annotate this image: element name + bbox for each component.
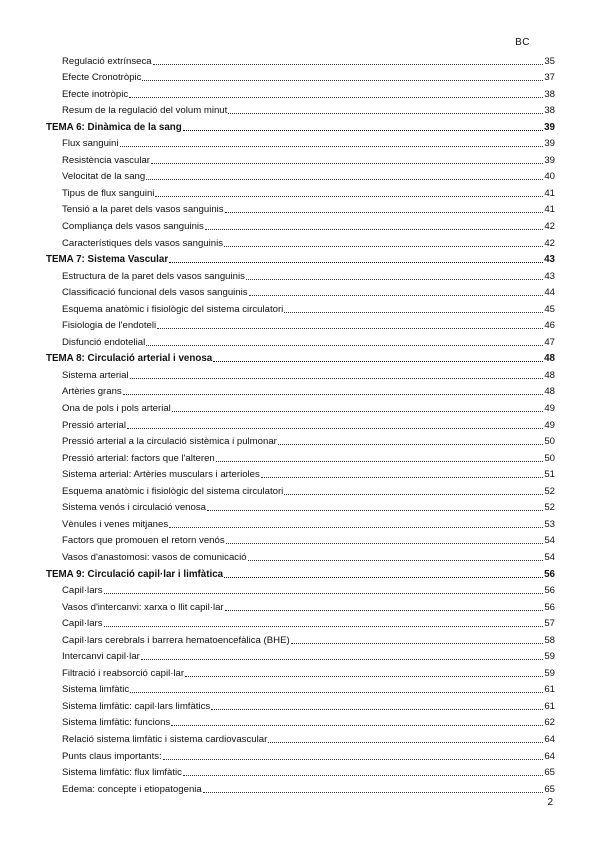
dot-leader	[169, 262, 543, 263]
toc-chapter-entry[interactable]	[46, 250, 555, 267]
toc-entry-title: Sistema limfàtic: funcions	[62, 717, 171, 729]
toc-section-entry[interactable]	[46, 663, 555, 680]
toc-entry-title: Esquema anatòmic i fisiològic del sistema circulatori	[62, 485, 284, 497]
toc-entry-title: Esquema anatòmic i fisiològic del sistema circulatori	[62, 303, 284, 315]
toc-chapter-entry[interactable]	[46, 349, 555, 366]
toc-entry-title: TEMA 9: Circulació capil·lar i limfàtica	[46, 568, 224, 580]
dot-leader	[183, 130, 543, 131]
dot-leader	[146, 345, 543, 346]
toc-section-entry[interactable]	[46, 763, 555, 780]
dot-leader	[226, 543, 544, 544]
toc-chapter-entry[interactable]	[46, 564, 555, 581]
toc-section-entry[interactable]	[46, 382, 555, 399]
toc-entry-title: TEMA 6: Dinàmica de la sang	[46, 121, 182, 133]
toc-entry-title: Sistema limfàtic: capil·lars limfàtics	[62, 700, 211, 712]
toc-entry-page: 37	[544, 72, 555, 84]
toc-entry-page: 56	[544, 601, 555, 613]
toc-entry-page: 61	[544, 684, 555, 696]
table-of-contents	[46, 51, 555, 796]
dot-leader	[268, 742, 543, 743]
dot-leader	[278, 444, 543, 445]
toc-section-entry[interactable]	[46, 68, 555, 85]
toc-section-entry[interactable]	[46, 167, 555, 184]
toc-entry-page: 49	[544, 419, 555, 431]
toc-section-entry[interactable]	[46, 597, 555, 614]
dot-leader	[261, 477, 544, 478]
dot-leader	[284, 494, 543, 495]
dot-leader	[213, 361, 543, 362]
toc-entry-title: Vènules i venes mitjanes	[62, 518, 169, 530]
dot-leader	[163, 759, 544, 760]
toc-section-entry[interactable]	[46, 581, 555, 598]
toc-entry-page: 41	[544, 187, 555, 199]
toc-section-entry[interactable]	[46, 200, 555, 217]
toc-section-entry[interactable]	[46, 729, 555, 746]
dot-leader	[225, 212, 544, 213]
toc-entry-title: Ona de pols i pols arterial	[62, 403, 171, 415]
toc-entry-title: Sistema arterial: Artèries musculars i arterioles	[62, 469, 260, 481]
toc-entry-title: Fisiologia de l'endoteli	[62, 320, 157, 332]
dot-leader	[146, 179, 543, 180]
toc-entry-page: 59	[544, 651, 555, 663]
toc-section-entry[interactable]	[46, 51, 555, 68]
toc-entry-page: 46	[544, 320, 555, 332]
toc-entry-page: 57	[544, 618, 555, 630]
dot-leader	[151, 163, 543, 164]
toc-entry-title: Capil·lars cerebrals i barrera hematoencefàlica (BHE)	[62, 634, 290, 646]
toc-entry-title: TEMA 7: Sistema Vascular	[46, 254, 169, 266]
toc-section-entry[interactable]	[46, 101, 555, 118]
toc-entry-title: Flux sanguini	[62, 138, 119, 150]
toc-entry-title: Velocitat de la sang	[62, 171, 146, 183]
toc-section-entry[interactable]	[46, 498, 555, 515]
toc-entry-title: Filtració i reabsorció capil·lar	[62, 667, 185, 679]
toc-entry-title: Relació sistema limfàtic i sistema cardiovascular	[62, 733, 268, 745]
toc-section-entry[interactable]	[46, 630, 555, 647]
toc-section-entry[interactable]	[46, 547, 555, 564]
toc-entry-title: Sistema limfàtic	[62, 684, 130, 696]
toc-entry-title: Disfunció endotelial	[62, 336, 146, 348]
toc-entry-page: 52	[544, 485, 555, 497]
toc-entry-page: 48	[544, 386, 555, 398]
toc-section-entry[interactable]	[46, 134, 555, 151]
toc-entry-page: 64	[544, 750, 555, 762]
toc-entry-page: 48	[544, 369, 555, 381]
toc-entry-title: Pressió arterial a la circulació sistèmica i pulmonar	[62, 436, 277, 448]
dot-leader	[141, 659, 543, 660]
toc-entry-title: Factors que promouen el retorn venós	[62, 535, 225, 547]
toc-entry-title: Sistema limfàtic: flux limfàtic	[62, 767, 182, 779]
toc-entry-title: Pressió arterial: factors que l'alteren	[62, 452, 215, 464]
toc-entry-page: 54	[544, 551, 555, 563]
toc-entry-title: Sistema arterial	[62, 369, 129, 381]
toc-section-entry[interactable]	[46, 365, 555, 382]
toc-entry-page: 45	[544, 303, 555, 315]
toc-section-entry[interactable]	[46, 647, 555, 664]
toc-entry-title: Tensió a la paret dels vasos sanguinis	[62, 204, 224, 216]
toc-entry-page: 35	[544, 55, 555, 67]
toc-section-entry[interactable]	[46, 746, 555, 763]
toc-section-entry[interactable]	[46, 398, 555, 415]
toc-entry-title: Capil·lars	[62, 618, 103, 630]
toc-entry-page: 41	[544, 204, 555, 216]
dot-leader	[228, 113, 543, 114]
dot-leader	[205, 229, 543, 230]
toc-entry-page: 56	[544, 568, 555, 580]
dot-leader	[129, 97, 543, 98]
toc-entry-title: Característiques dels vasos sanguinis	[62, 237, 224, 249]
toc-entry-page: 56	[544, 585, 555, 597]
dot-leader	[104, 593, 544, 594]
toc-entry-title: Efecte inotròpic	[62, 88, 129, 100]
toc-entry-page: 39	[544, 121, 555, 133]
dot-leader	[216, 461, 544, 462]
toc-entry-page: 43	[544, 270, 555, 282]
toc-entry-title: Efecte Cronotròpic	[62, 72, 142, 84]
toc-entry-page: 49	[544, 403, 555, 415]
toc-section-entry[interactable]	[46, 283, 555, 300]
dot-leader	[120, 146, 544, 147]
dot-leader	[142, 80, 543, 81]
dot-leader	[130, 692, 543, 693]
toc-entry-page: 39	[544, 154, 555, 166]
toc-section-entry[interactable]	[46, 531, 555, 548]
dot-leader	[203, 792, 544, 793]
toc-section-entry[interactable]	[46, 481, 555, 498]
toc-entry-page: 58	[544, 634, 555, 646]
dot-leader	[104, 626, 544, 627]
dot-leader	[171, 725, 543, 726]
toc-section-entry[interactable]	[46, 150, 555, 167]
toc-entry-page: 65	[544, 783, 555, 795]
dot-leader	[185, 676, 543, 677]
toc-entry-page: 59	[544, 667, 555, 679]
toc-entry-page: 42	[544, 237, 555, 249]
toc-entry-title: Artèries grans	[62, 386, 122, 398]
toc-entry-title: Compliança dels vasos sanguinis	[62, 221, 204, 233]
toc-entry-title: Tipus de flux sanguini	[62, 187, 155, 199]
toc-section-entry[interactable]	[46, 680, 555, 697]
toc-section-entry[interactable]	[46, 233, 555, 250]
dot-leader	[172, 411, 544, 412]
dot-leader	[246, 279, 543, 280]
toc-section-entry[interactable]	[46, 266, 555, 283]
toc-entry-page: 50	[544, 452, 555, 464]
dot-leader	[224, 246, 543, 247]
toc-entry-page: 53	[544, 518, 555, 530]
toc-entry-page: 43	[544, 254, 555, 266]
dot-leader	[183, 775, 543, 776]
toc-entry-title: Resistència vascular	[62, 154, 150, 166]
toc-entry-title: Vasos d'intercanvi: xarxa o llit capil·lar	[62, 601, 224, 613]
toc-entry-page: 38	[544, 88, 555, 100]
toc-entry-title: Intercanvi capil·lar	[62, 651, 140, 663]
toc-section-entry[interactable]	[46, 448, 555, 465]
toc-section-entry[interactable]	[46, 299, 555, 316]
dot-leader	[225, 610, 544, 611]
toc-entry-title: Classificació funcional dels vasos sanguinis	[62, 287, 248, 299]
toc-entry-page: 54	[544, 535, 555, 547]
toc-entry-page: 62	[544, 717, 555, 729]
page-number: 2	[547, 797, 553, 808]
toc-section-entry[interactable]	[46, 514, 555, 531]
toc-entry-page: 61	[544, 700, 555, 712]
toc-entry-page: 51	[544, 469, 555, 481]
dot-leader	[211, 709, 543, 710]
toc-entry-page: 48	[544, 353, 555, 365]
toc-entry-title: Sistema venós i circulació venosa	[62, 502, 206, 514]
toc-section-entry[interactable]	[46, 432, 555, 449]
toc-entry-title: TEMA 8: Circulació arterial i venosa	[46, 353, 213, 365]
toc-section-entry[interactable]	[46, 614, 555, 631]
dot-leader	[284, 312, 543, 313]
dot-leader	[155, 196, 543, 197]
toc-entry-title: Punts claus importants:	[62, 750, 162, 762]
toc-entry-title: Resum de la regulació del volum minut	[62, 105, 228, 117]
toc-entry-page: 44	[544, 287, 555, 299]
dot-leader	[248, 560, 544, 561]
toc-entry-page: 52	[544, 502, 555, 514]
toc-section-entry[interactable]	[46, 779, 555, 796]
header-initials: BC	[515, 37, 530, 48]
dot-leader	[169, 527, 543, 528]
toc-section-entry[interactable]	[46, 216, 555, 233]
dot-leader	[123, 394, 544, 395]
toc-section-entry[interactable]	[46, 696, 555, 713]
dot-leader	[224, 577, 543, 578]
toc-chapter-entry[interactable]	[46, 117, 555, 134]
toc-entry-title: Edema: concepte i etiopatogenia	[62, 783, 202, 795]
toc-section-entry[interactable]	[46, 465, 555, 482]
toc-entry-page: 40	[544, 171, 555, 183]
toc-entry-page: 64	[544, 733, 555, 745]
toc-entry-page: 42	[544, 221, 555, 233]
toc-entry-title: Estructura de la paret dels vasos sanguinis	[62, 270, 245, 282]
toc-entry-title: Capil·lars	[62, 585, 103, 597]
toc-section-entry[interactable]	[46, 415, 555, 432]
dot-leader	[207, 510, 543, 511]
dot-leader	[291, 643, 544, 644]
toc-entry-title: Regulació extrínseca	[62, 55, 152, 67]
toc-entry-page: 39	[544, 138, 555, 150]
toc-entry-page: 38	[544, 105, 555, 117]
dot-leader	[153, 64, 544, 65]
toc-section-entry[interactable]	[46, 332, 555, 349]
toc-section-entry[interactable]	[46, 84, 555, 101]
toc-entry-page: 50	[544, 436, 555, 448]
toc-section-entry[interactable]	[46, 316, 555, 333]
toc-entry-title: Pressió arterial	[62, 419, 126, 431]
dot-leader	[157, 328, 543, 329]
dot-leader	[130, 378, 544, 379]
toc-section-entry[interactable]	[46, 183, 555, 200]
toc-section-entry[interactable]	[46, 713, 555, 730]
toc-entry-page: 65	[544, 767, 555, 779]
toc-entry-title: Vasos d'anastomosi: vasos de comunicació	[62, 551, 247, 563]
dot-leader	[127, 428, 543, 429]
toc-entry-page: 47	[544, 336, 555, 348]
dot-leader	[249, 295, 544, 296]
